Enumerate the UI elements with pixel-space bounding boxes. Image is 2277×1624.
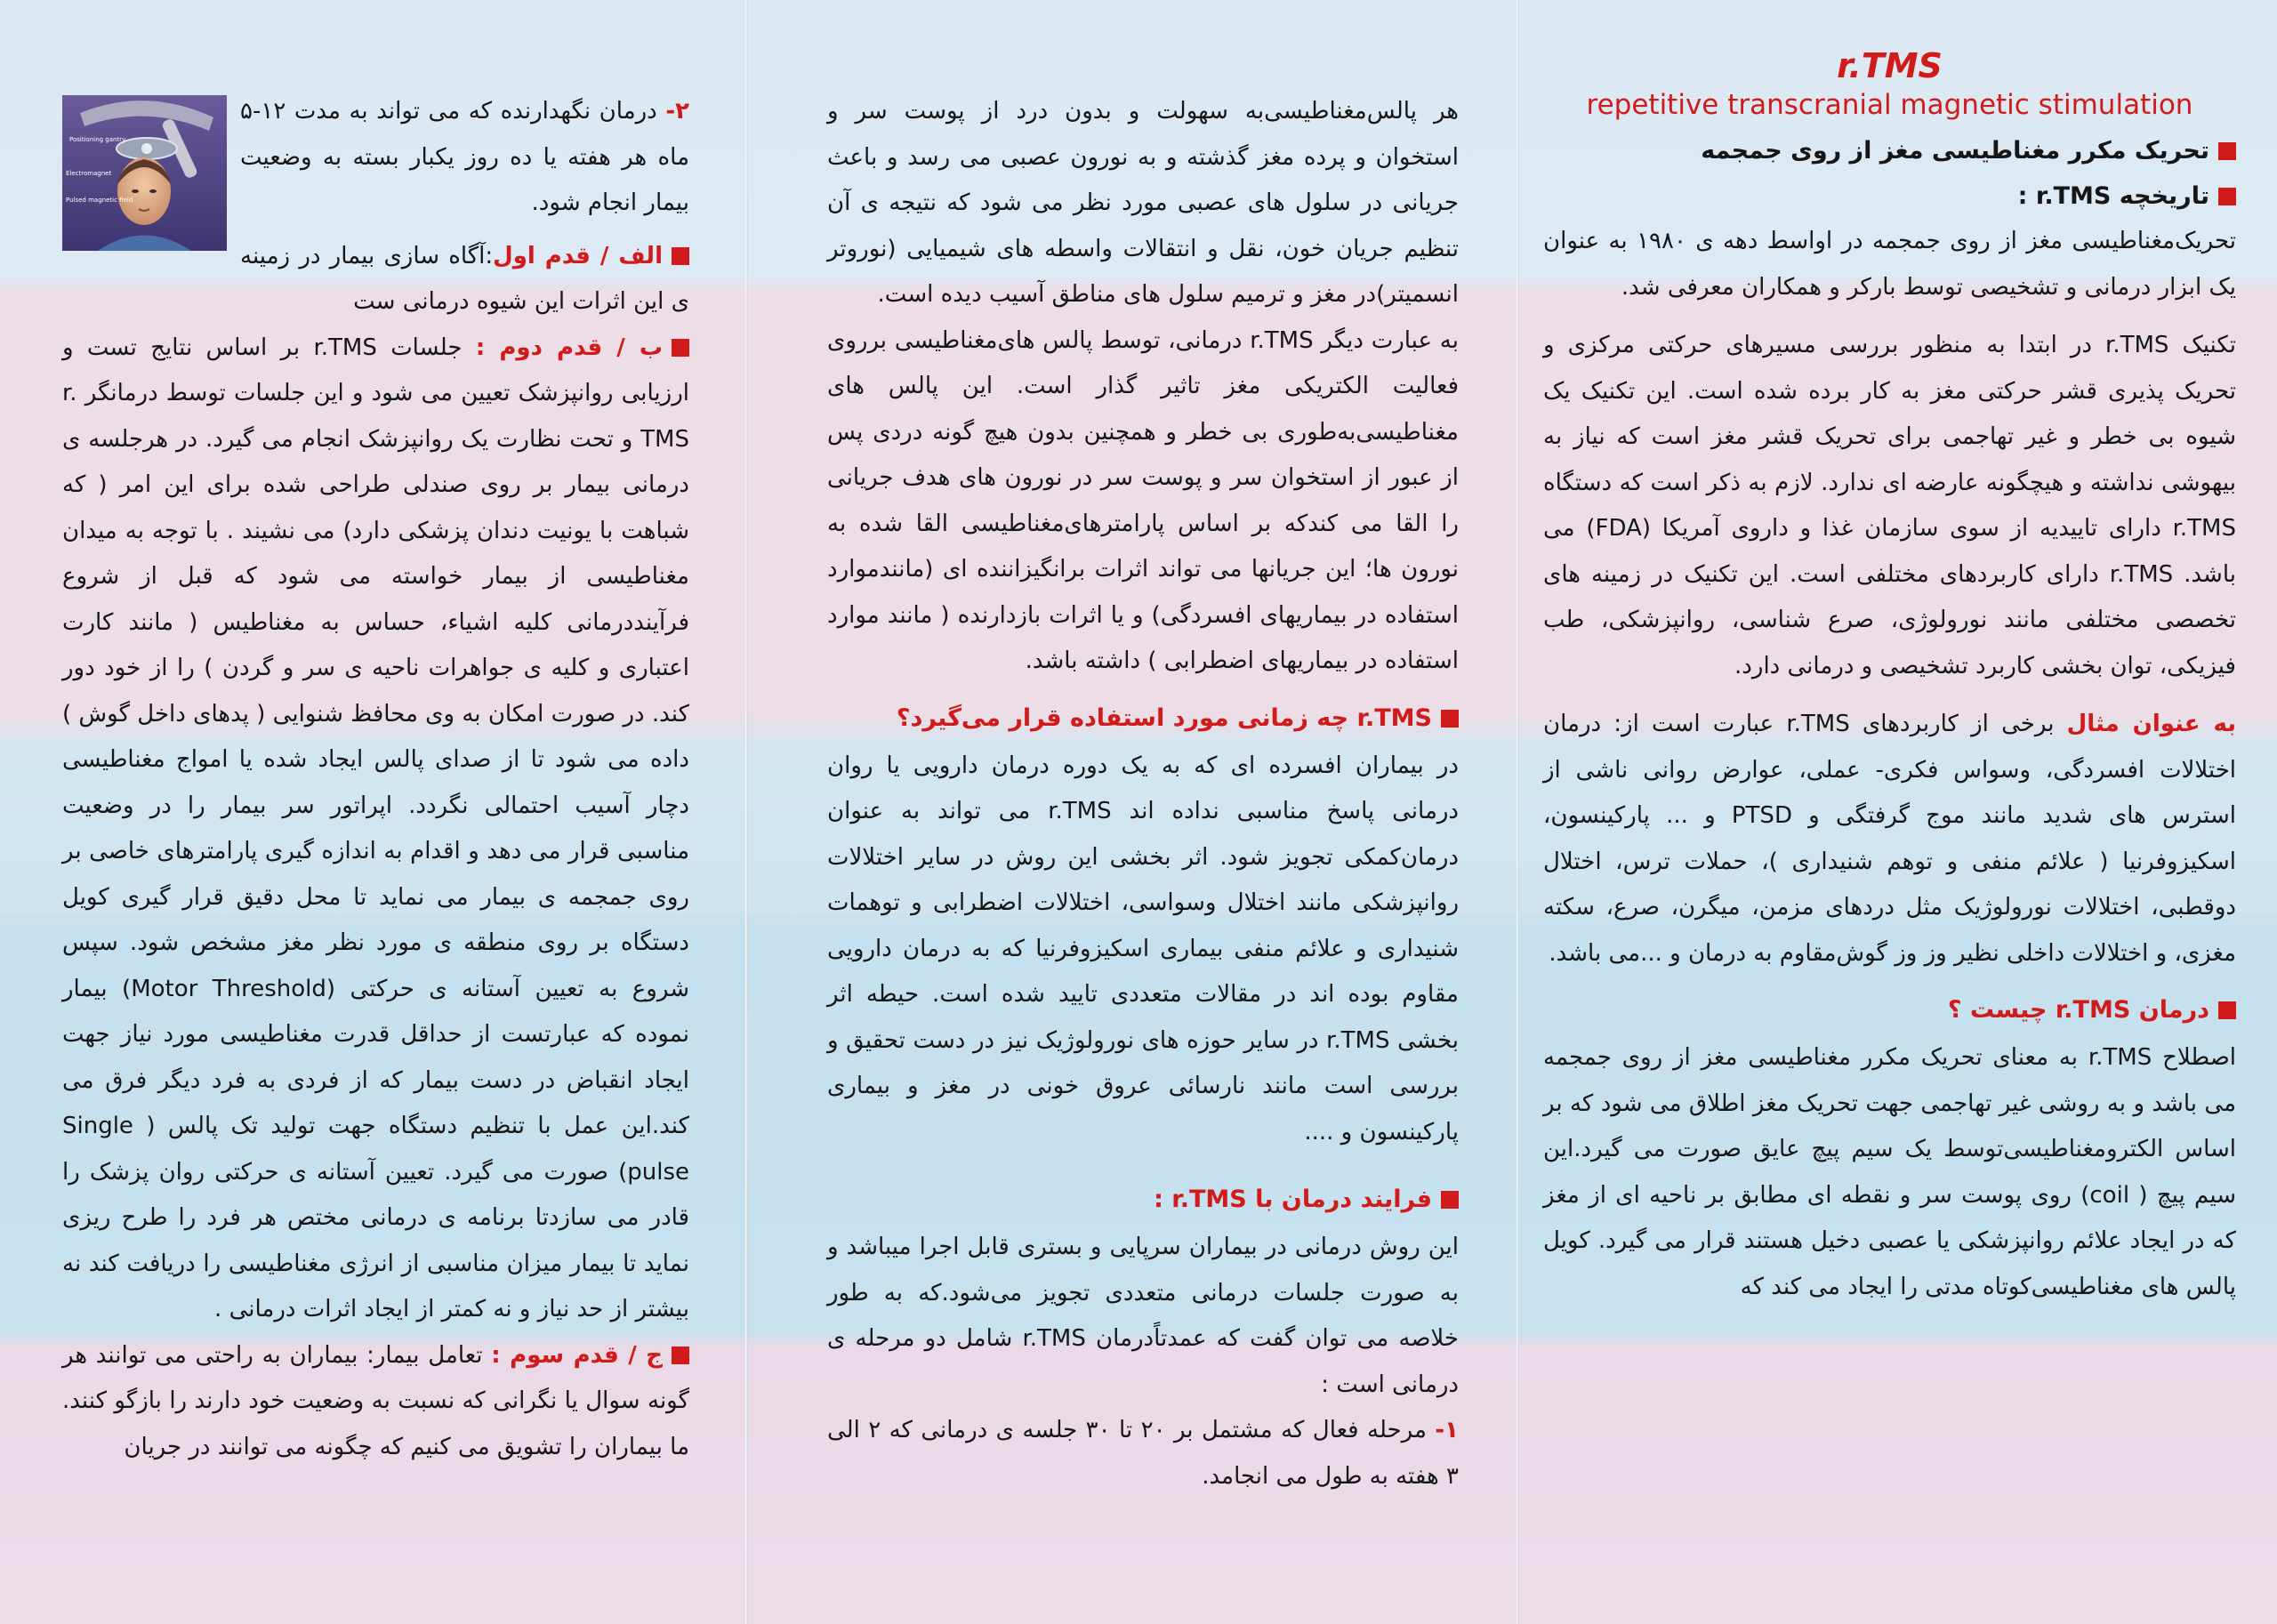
brochure-subtitle: repetitive transcranial magnetic stimulation	[1586, 89, 2193, 121]
history-paragraph: تحریک‌مغناطیسی مغز از روی جمجمه در اواسط دهه ی ۱۹۸۰ به عنوان یک ابزار درمانی و تشخیصی توسط بارکر و همکاران معرفی شد.	[1543, 228, 2236, 301]
fold-line-left	[745, 0, 748, 1624]
bullet-square-icon	[1441, 710, 1459, 728]
tms-device-illustration	[62, 95, 227, 251]
label-electromagnet: Electromagnet	[66, 170, 112, 177]
bullet-square-icon	[672, 247, 689, 265]
step-b: ب / قدم دوم : جلسات r.TMS بر اساس نتایج تست و ارزیابی روانپزشک تعیین می شود و این جلسات توسط درمانگر r. TMS و تحت نظارت یک روانپزشک انجام می گیرد. در هرجلسه ی درمانی بیمار بر روی صندلی طراحی شده برای این امر ( که شباهت با یونیت دندان پزشکی دارد) می نشیند . با توجه به میدان مغناطیسی از بیمار خواسته می شود که قبل از شروع فرآیند‌درمانی کلیه اشیاء، حساس به مغناطیس ( مانند کارت اعتباری و کلیه ی جواهرات ناحیه ی سر و گردن ) را از خود دور کند. در صورت امکان به وی محافظ شنوایی ( پدهای داخل گوش ) داده می شود تا از صدای پالس ایجاد شده یا امواج مغناطیسی د‌چار آسیب احتمالی نگردد. اپراتور سر بیمار را در وضعیت مناسبی قرار می دهد و اقدام به اندازه گیری پارامترهای خاصی بر روی جمجمه ی بیمار می نماید تا محل دقیق قرار گیری کویل دستگاه بر روی منطقه ی مورد نظر مغز مشخص شود. سپس شروع به تعیین آستانه ی حرکتی (Motor Threshold) بیمار نموده که عبارتست از حداقل قدرت مغناطیسی مورد نیاز جهت ایجاد انقباض در دست بیمار که از فردی به فرد دیگر فرق می کند.این عمل با تنظیم دستگاه جهت تولید تک پالس ( Single pulse) صورت می گیرد. تعیین آستانه ی حرکتی روان پزشک را قادر می سازد‌تا برنامه ی درمانی مختص هر فرد را طرح ریزی نماید تا بیمار میزان مناسبی از انرژی مغناطیسی را دریافت کند نه بیشتر از حد نیاز و نه کمتر از ایجاد اثرات درمانی .	[62, 334, 689, 1323]
bullet-square-icon	[672, 339, 689, 357]
bullet-square-icon	[2218, 1001, 2236, 1019]
heading-process: فرایند درمان با r.TMS :	[827, 1175, 1459, 1225]
bullet-square-icon	[2218, 142, 2236, 160]
pulse-paragraph: هر پالس‌مغناطیسی‌به سهولت و بدون درد از پوست سر و استخوان و پرده مغز گذشته و به نورون عصبی می رسد و باعث جریانی در سلول های عصبی مورد نظر می شود که نتیجه ی آن تنظیم جریان خون، نقل و انتقالات واسطه های شیمیایی (نوروتر انسمیتر)در مغز و ترمیم سلول های مناطق آسیب دیده است.	[827, 98, 1459, 308]
bullet-intro: تحریک مکرر مغناطیسی مغز از روی جمجمه	[1543, 128, 2236, 173]
right-panel	[1534, 0, 2250, 1624]
technique-paragraph: تکنیک r.TMS در ابتدا به منظور بررسی مسیرهای حرکتی مرکزی و تحریک پذیری قشر حرکتی مغز به کار برده شده است. این تکنیک یک شیوه بی خطر و غیر تهاجمی برای تحریک قشر مغز است که نیاز به بیهوشی نداشته و هیچگونه عارضه ای ندارد. لازم به ذکر است که دستگاه r.TMS دارای تاییدیه از سوی سازمان غذا و داروی آمریکا (FDA) می باشد. r.TMS دارای کاربردهای مختلفی است. این تکنیک در زمینه های تخصصی مختلفی مانند نورولوژی، صرع شناسی، روانپزشکی، طب فیزیکی، توان بخشی کاربرد تشخیصی و درمانی دارد.	[1543, 332, 2236, 679]
bullet-history: تاریخچه r.TMS :	[1543, 173, 2236, 219]
example-label: به عنوان مثال	[2066, 711, 2236, 737]
step-c-label: ج / قدم سوم :	[491, 1341, 663, 1369]
step-two: ۲- درمان نگهدارنده که می تواند به مدت ۱۲-۵ ماه هر هفته یا ده روز یکبار بسته به وضعیت بیمار انجام شود.	[240, 98, 689, 216]
step-one-label: ۱-	[1435, 1417, 1459, 1443]
bullet-square-icon	[672, 1347, 689, 1364]
heading-what-is: درمان r.TMS چیست ؟	[1543, 985, 2236, 1035]
bullet-square-icon	[1441, 1191, 1459, 1209]
applications-paragraph: به عنوان مثال برخی از کاربردهای r.TMS عبارت است از: درمان اختلالات افسردگی، وسواس فکری- عملی، عوارض روانی ناشی از استرس های شدید مانند موج گرفتگی و PTSD و ... پارکینسون، اسکیزوفرنیا ( علائم منفی و توهم شنیداری )، حملات ترس، اختلال دوقطبی، اختلالات نورولوژیک مثل دردهای مزمن، میگرن، صرع، سکته مغزی، و اختلالات داخلی نظیر وز وز گوش‌مقاوم به درمان و ...می باشد.	[1543, 711, 2236, 967]
indications-paragraph: در بیماران افسرده ای که به یک دوره درمان دارویی یا روان درمانی پاسخ مناسبی نداده اند r.TMS می تواند به عنوان درمان‌کمکی تجویز شود. اثر بخشی این روش در سایر اختلالات روانپزشکی مانند اختلال وسواسی، اختلالات اضطرابی و توهمات شنیداری و علائم منفی بیماری اسکیزوفرنیا که به درمان دارویی مقاوم بوده اند در مقالات متعددی تایید شده است. حیطه اثر بخشی r.TMS در سایر حوزه های نورولوژیک نیز در دست تحقیق و بررسی است مانند نارسائی عروق خونی در مغز و بیماری پارکینسون و ....	[827, 752, 1460, 1146]
step-c: ج / قدم سوم : تعامل بیمار: بیماران به راحتی می توانند هر گونه سوال یا نگرانی که نسبت به وضعیت خود دارند را بازگو کنند. ما بیماران را تشویق می کنیم که چگونه می توانند در جریان	[62, 1341, 689, 1460]
brochure-title: r.TMS	[1837, 46, 1943, 85]
step-a: الف / قدم اول:آگاه سازی بیمار در زمینه ی این اثرات این شیوه درمانی ست	[240, 242, 689, 315]
heading-when-used: r.TMS چه زمانی مورد استفاده قرار می‌گیرد؟	[827, 694, 1459, 744]
label-pulsed-field: Pulsed magnetic field	[66, 197, 133, 204]
label-gantry: Positioning gantry	[69, 136, 126, 143]
step-two-label: ۲-	[665, 98, 689, 125]
bullet-square-icon	[2218, 188, 2236, 205]
definition-paragraph: اصطلاح r.TMS به معنای تحریک مکرر مغناطیسی مغز از روی جمجمه می باشد و به روشی غیر تهاجمی جهت تحریک مغز اطلاق می شود که بر اساس الکترومغناطیسی‌توسط یک سیم پیچ عایق صورت می گیرد.این سیم پیچ ( coil) روی پوست سر و نقطه ای مطابق بر ناحیه ای از مغز که در ایجاد علائم روانپزشکی یا عصبی دخیل هستند قرار می گیرد. کویل پالس های مغناطیسی‌کوتاه مدتی را ایجاد می کند که	[1543, 1044, 2236, 1300]
middle-panel	[818, 0, 1459, 1624]
process-paragraph: این روش درمانی در بیماران سرپایی و بستری قابل اجرا میباشد و به صورت جلسات درمانی متعددی تجویز می‌شود.که به طور خلاصه می توان گفت که عمدتاً‌درمان r.TMS شامل دو مرحله ی درمانی است :	[827, 1234, 1459, 1398]
step-one: ۱- مرحله فعال که مشتمل بر ۲۰ تا ۳۰ جلسه ی درمانی که ۲ الی ۳ هفته به طول می انجامد.	[827, 1417, 1459, 1490]
fold-line-right	[1517, 0, 1519, 1624]
step-a-label: الف / قدم اول	[493, 242, 663, 269]
effects-paragraph: به عبارت دیگر r.TMS درمانی، توسط پالس های‌مغناطیسی برروی فعالیت الکتریکی مغز تاثیر گذار است. این پالس های مغناطیسی‌به‌طوری بی خطر و همچنین بدون هیچ گونه دردی پس از عبور از استخوان سر و پوست سر در نورون های هدف جریانی را القا می کند‌که بر اساس پارامترهای‌مغناطیسی القا شده به نورون ها؛ این جریانها می تواند اثرات برانگیزاننده ای (مانندموارد استفاده در بیماریهای افسردگی) و یا اثرات بازدارنده ( مانند موارد استفاده در بیماریهای اضطرابی ) داشته باشد.	[827, 326, 1459, 674]
step-b-label: ب / قدم دوم :	[475, 334, 663, 361]
